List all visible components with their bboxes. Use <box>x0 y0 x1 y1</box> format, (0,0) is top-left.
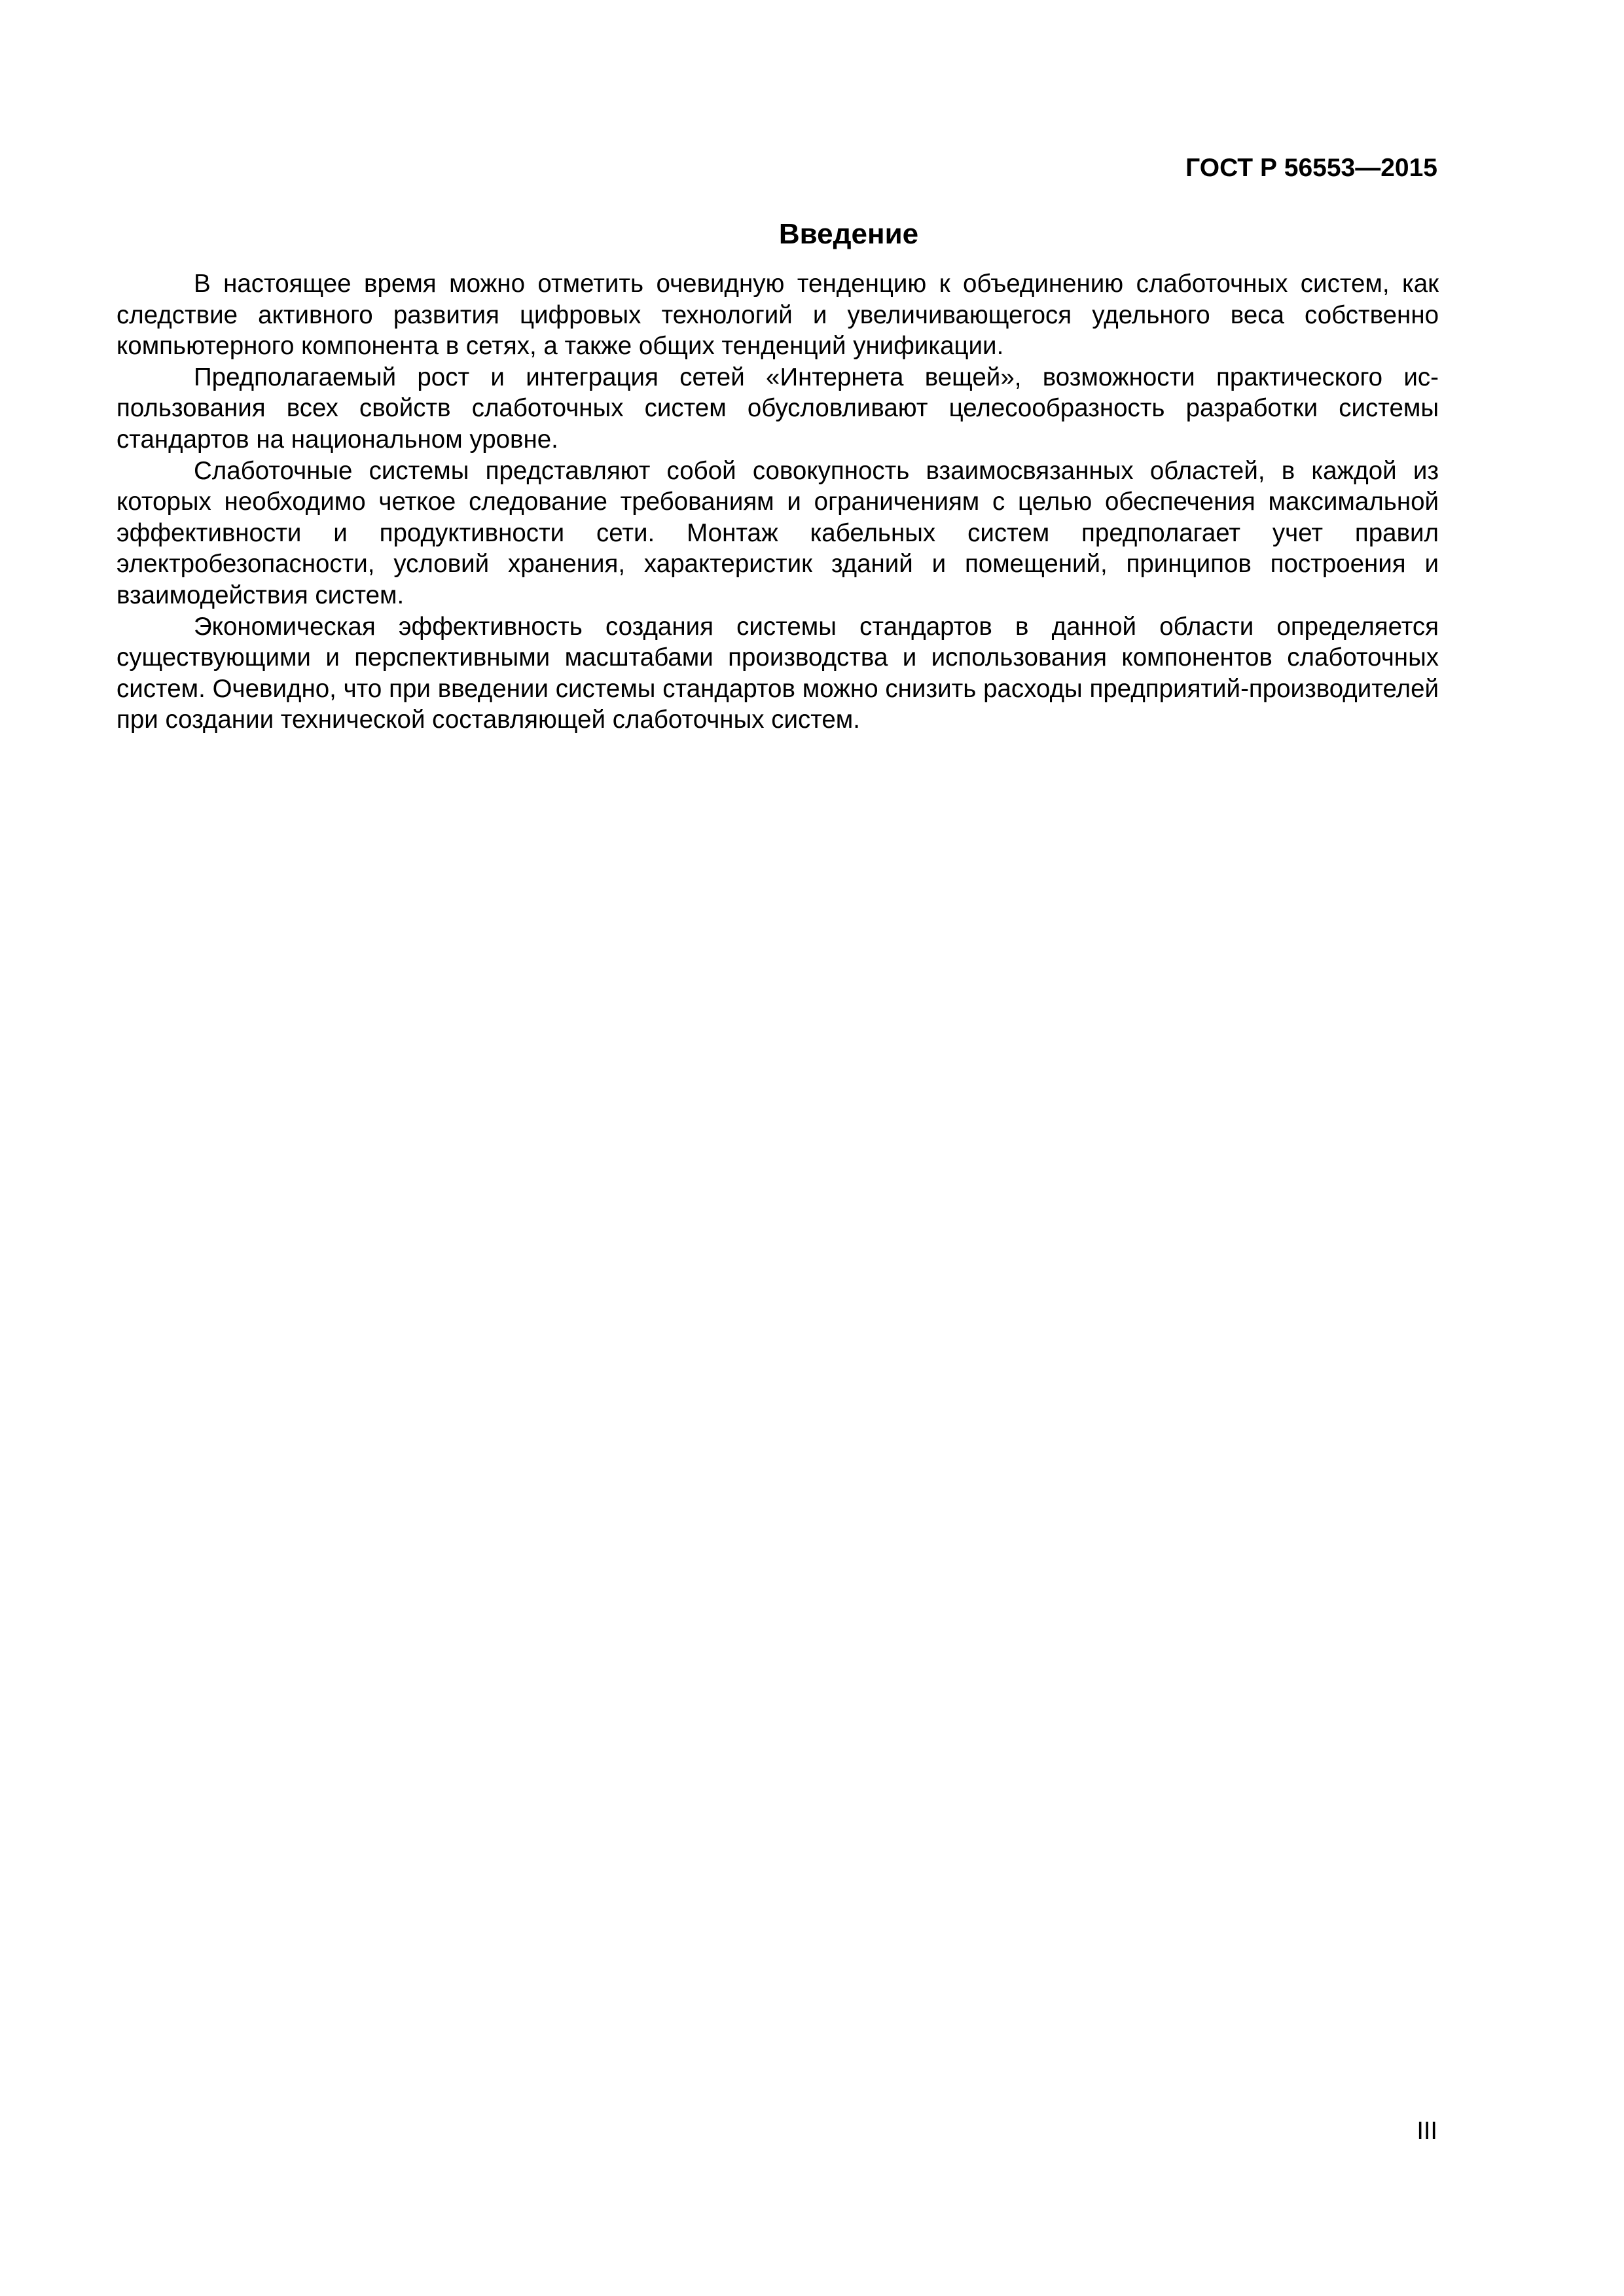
paragraph-2: Предполагаемый рост и интеграция сетей «Интернета вещей», возможности практического использования всех свойств слаботочных систем обусловливают целесообразность разработки системы стандартов на национальном уровне. <box>117 363 1439 454</box>
section-title: Введение <box>778 218 919 250</box>
paragraph-4: Экономическая эффективность создания системы стандартов в данной области определяется существующими и перспективными масштабами производства и использования компонентов слаботочных систем. Очевидно, что при введении системы стандартов можно снизить расходы предприятий-производителей при создании технической составляющей слаботочных систем. <box>117 612 1439 734</box>
document-code: ГОСТ Р 56553—2015 <box>1185 154 1437 182</box>
paragraph-1: В настоящее время можно отметить очевидную тенденцию к объединению слаботочных систем, как следствие активного развития цифровых технологий и увеличивающегося удельного веса собственно компьютерного компонента в сетях, а также общих тенденций унификации. <box>117 270 1439 361</box>
page-number: III <box>1416 2117 1437 2145</box>
paragraph-3: Слаботочные системы представляют собой совокупность взаимосвязанных областей, в каждой из которых необходимо четкое следование требованиям и ограничениям с целью обеспечения максимальной эффективности и продуктивности сети. Монтаж кабельных систем предполагает учет правил электробезопасности, условий хранения, характеристик зданий и помещений, принципов построения и взаимодействия систем. <box>117 456 1439 609</box>
introduction-body <box>117 268 1439 736</box>
